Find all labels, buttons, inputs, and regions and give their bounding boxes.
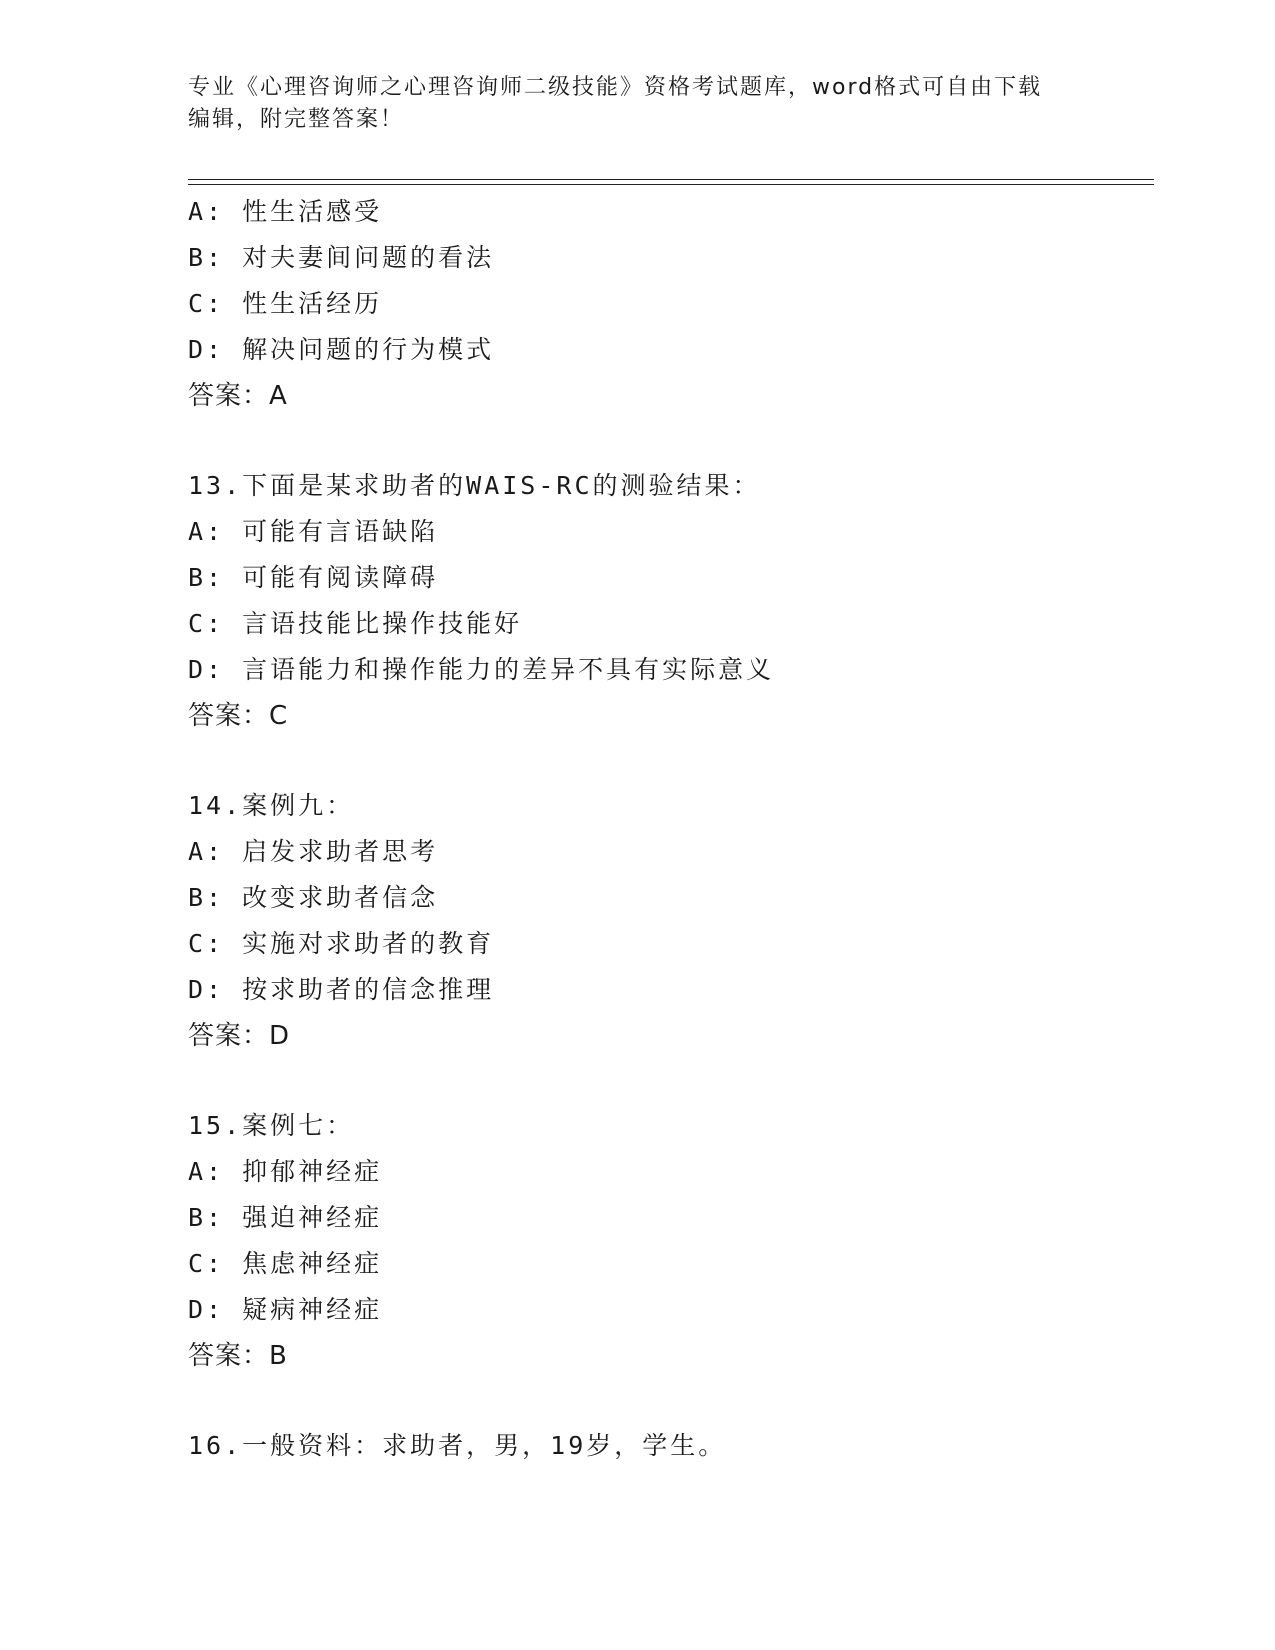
question-16 bbox=[188, 1423, 1148, 1469]
option-b: B: 强迫神经症 bbox=[188, 1203, 383, 1232]
question-13 bbox=[188, 463, 1148, 739]
spacer bbox=[188, 739, 1148, 783]
question-15 bbox=[188, 1103, 1148, 1379]
question-title: 15.案例七： bbox=[188, 1111, 355, 1140]
option-a: A: 抑郁神经症 bbox=[188, 1157, 383, 1186]
option-d: D: 解决问题的行为模式 bbox=[188, 335, 495, 364]
option-b: B: 可能有阅读障碍 bbox=[188, 563, 439, 592]
header-divider-bottom bbox=[188, 184, 1154, 185]
document-header bbox=[188, 72, 1088, 136]
header-line-2: 编辑，附完整答案！ bbox=[188, 107, 405, 132]
question-list bbox=[188, 189, 1148, 1469]
option-b: B: 对夫妻间问题的看法 bbox=[188, 243, 495, 272]
option-d: D: 疑病神经症 bbox=[188, 1295, 383, 1324]
question-title: 13.下面是某求助者的WAIS-RC的测验结果： bbox=[188, 471, 761, 500]
option-a: A: 启发求助者思考 bbox=[188, 837, 439, 866]
spacer bbox=[188, 419, 1148, 463]
answer-line: 答案：D bbox=[188, 1021, 291, 1051]
answer-line: 答案：B bbox=[188, 1341, 288, 1371]
option-b: B: 改变求助者信念 bbox=[188, 883, 439, 912]
option-c: C: 焦虑神经症 bbox=[188, 1249, 383, 1278]
option-a: A: 可能有言语缺陷 bbox=[188, 517, 439, 546]
question-14 bbox=[188, 783, 1148, 1059]
question-12 bbox=[188, 189, 1148, 419]
question-title: 14.案例九： bbox=[188, 791, 355, 820]
option-c: C: 言语技能比操作技能好 bbox=[188, 609, 523, 638]
spacer bbox=[188, 1379, 1148, 1423]
option-d: D: 按求助者的信念推理 bbox=[188, 975, 495, 1004]
header-line-1: 专业《心理咨询师之心理咨询师二级技能》资格考试题库，word格式可自由下载 bbox=[188, 75, 1043, 100]
option-c: C: 性生活经历 bbox=[188, 289, 383, 318]
option-d: D: 言语能力和操作能力的差异不具有实际意义 bbox=[188, 655, 775, 684]
header-divider-top bbox=[188, 179, 1154, 180]
option-a: A: 性生活感受 bbox=[188, 197, 383, 226]
question-title: 16.一般资料：求助者，男，19岁，学生。 bbox=[188, 1431, 727, 1460]
option-c: C: 实施对求助者的教育 bbox=[188, 929, 495, 958]
answer-line: 答案：A bbox=[188, 381, 288, 411]
spacer bbox=[188, 1059, 1148, 1103]
answer-line: 答案：C bbox=[188, 701, 289, 731]
